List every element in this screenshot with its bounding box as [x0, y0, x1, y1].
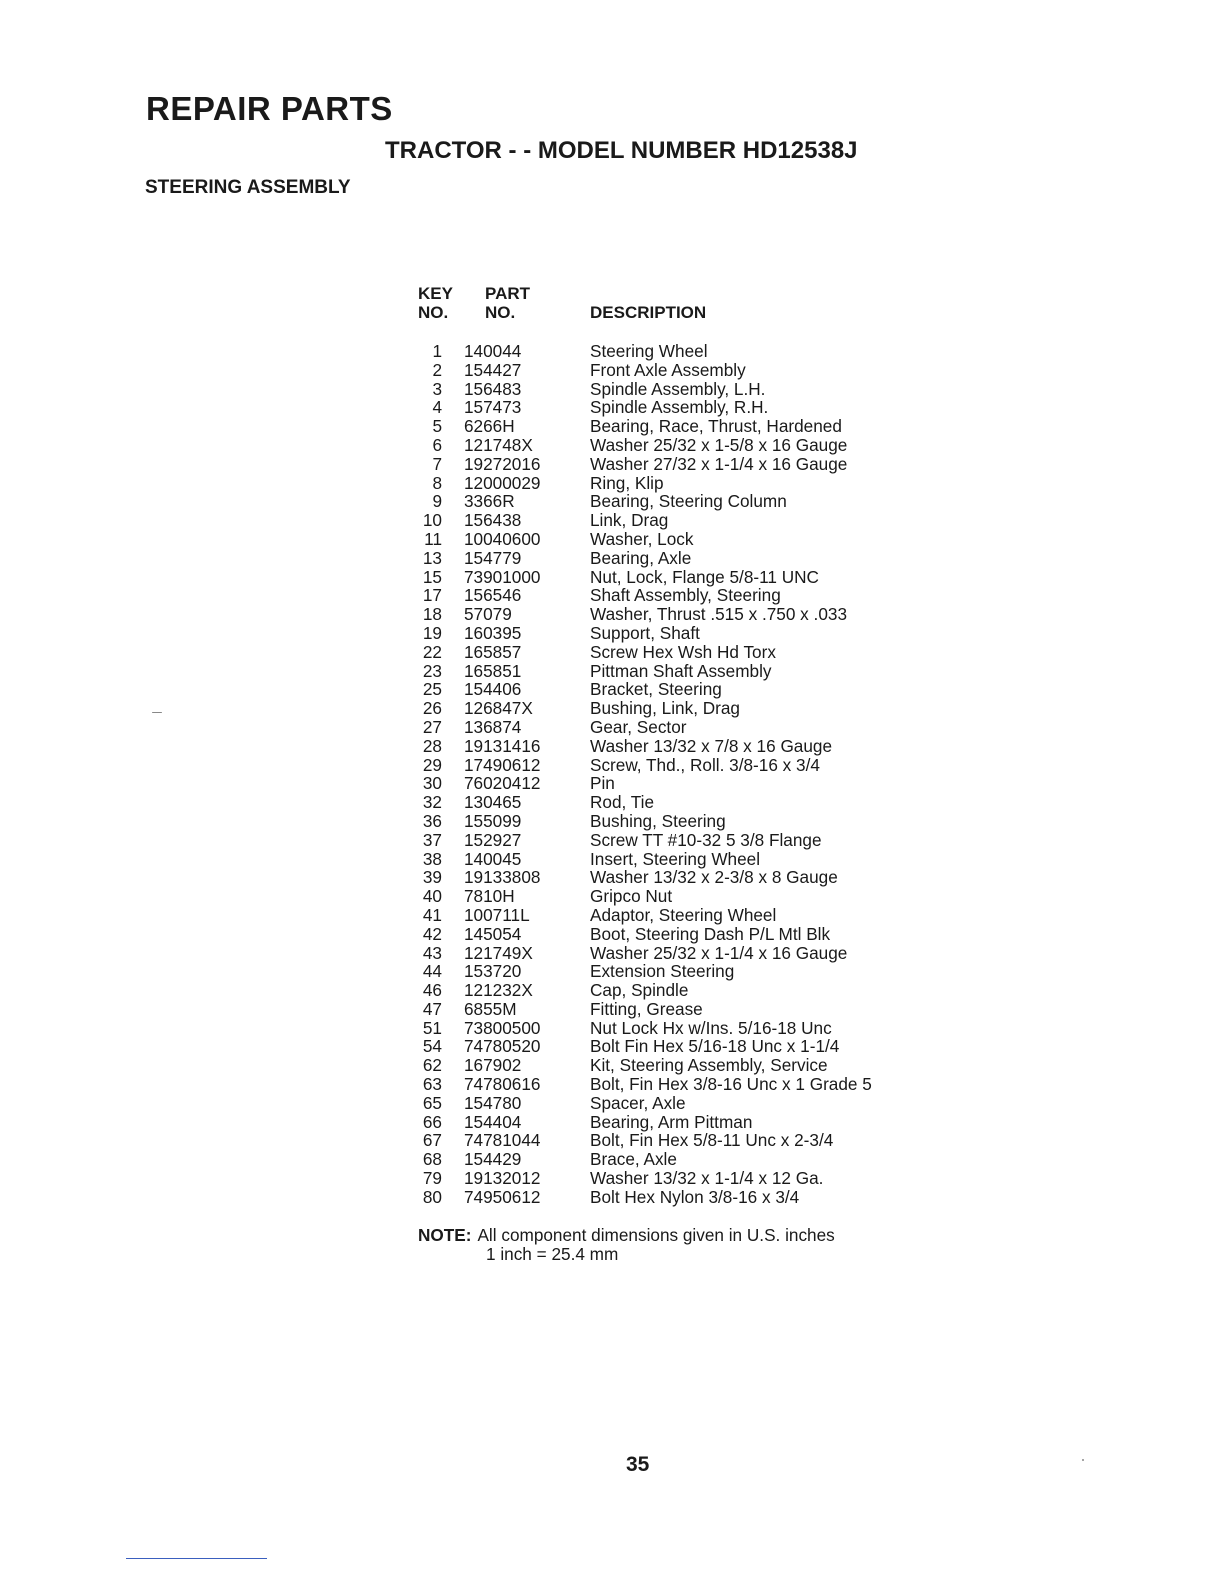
key-number: 46: [422, 980, 442, 1001]
part-number: 76020412: [464, 773, 541, 794]
part-number: 154427: [464, 359, 522, 380]
part-number: 140044: [464, 341, 522, 361]
part-description: Washer 27/32 x 1-1/4 x 16 Gauge: [590, 453, 848, 474]
key-number: 43: [422, 942, 442, 963]
part-number: 156438: [464, 510, 522, 531]
part-number: 6266H: [464, 416, 515, 437]
part-number: 17490612: [464, 754, 541, 775]
part-description: Bearing, Arm Pittman: [590, 1111, 753, 1132]
part-description: Washer 13/32 x 7/8 x 16 Gauge: [590, 735, 833, 756]
part-number: 126847X: [464, 698, 533, 719]
part-description: Washer 25/32 x 1-5/8 x 16 Gauge: [590, 434, 848, 455]
part-description: Nut, Lock, Flange 5/8-11 UNC: [590, 566, 819, 587]
part-number: 19133808: [464, 867, 541, 888]
part-number: 57079: [464, 604, 512, 625]
part-description: Bearing, Axle: [590, 547, 692, 568]
part-description: Screw Hex Wsh Hd Torx: [590, 641, 776, 662]
part-description: Spindle Assembly, R.H.: [590, 397, 769, 418]
part-number: 136874: [464, 716, 522, 737]
key-number: 23: [422, 660, 442, 681]
note-label: NOTE:: [418, 1225, 472, 1245]
part-description: Bushing, Steering: [590, 810, 726, 831]
part-number: 3366R: [464, 491, 515, 512]
key-number: 41: [422, 904, 442, 925]
part-number: 152927: [464, 829, 522, 850]
part-number: 121749X: [464, 942, 533, 963]
part-description: Ring, Klip: [590, 472, 664, 493]
part-description: Front Axle Assembly: [590, 359, 746, 380]
part-number: 12000029: [464, 472, 541, 493]
part-description: Washer, Thrust .515 x .750 x .033: [590, 604, 847, 625]
key-number: 32: [422, 792, 442, 813]
key-number: 39: [422, 867, 442, 888]
part-number: 6855M: [464, 998, 517, 1019]
part-description: Gear, Sector: [590, 716, 687, 737]
part-description: Spindle Assembly, L.H.: [590, 378, 766, 399]
part-number: 140045: [464, 848, 522, 869]
part-description: Gripco Nut: [590, 886, 673, 907]
scan-speck: [152, 712, 162, 713]
part-description: Fitting, Grease: [590, 998, 703, 1019]
part-number: 19272016: [464, 453, 541, 474]
part-number: 19131416: [464, 735, 541, 756]
key-number: 40: [422, 886, 442, 907]
key-header-line1: KEY: [418, 284, 453, 303]
key-number: 79: [422, 1168, 442, 1189]
key-number: 7: [432, 453, 442, 474]
key-number: 6: [432, 434, 442, 455]
part-header-line1: PART: [485, 284, 531, 303]
key-number: 3: [432, 378, 442, 399]
part-number: 165857: [464, 641, 522, 662]
key-number: 28: [422, 735, 442, 756]
key-number: 19: [422, 622, 442, 643]
page-title: REPAIR PARTS: [146, 90, 393, 127]
key-number: 80: [422, 1186, 442, 1207]
key-number: 13: [422, 547, 442, 568]
key-number: 27: [422, 716, 442, 737]
part-number: 156483: [464, 378, 522, 399]
key-number: 18: [422, 604, 442, 625]
part-description: Nut Lock Hx w/Ins. 5/16-18 Unc: [590, 1017, 832, 1038]
part-number: 74780520: [464, 1036, 541, 1057]
part-number: 100711L: [464, 904, 530, 925]
part-description: Bolt Fin Hex 5/16-18 Unc x 1-1/4: [590, 1036, 840, 1057]
key-number: 8: [432, 472, 442, 493]
section-title: STEERING ASSEMBLY: [145, 177, 351, 198]
key-number: 9: [432, 491, 442, 512]
part-description: Washer 13/32 x 2-3/8 x 8 Gauge: [590, 867, 838, 888]
part-number: 73901000: [464, 566, 541, 587]
part-description: Kit, Steering Assembly, Service: [590, 1055, 828, 1076]
part-description: Screw TT #10-32 5 3/8 Flange: [590, 829, 822, 850]
part-number: 157473: [464, 397, 522, 418]
key-number: 68: [422, 1149, 442, 1170]
part-number: 73800500: [464, 1017, 541, 1038]
part-description: Link, Drag: [590, 510, 669, 531]
part-no-header: [485, 284, 530, 322]
part-description: Cap, Spindle: [590, 980, 689, 1001]
scan-speck: [1082, 1459, 1084, 1461]
part-description: Support, Shaft: [590, 622, 700, 643]
part-description: Pin: [590, 773, 615, 794]
part-number: 130465: [464, 792, 522, 813]
part-description: Extension Steering: [590, 961, 735, 982]
model-title: TRACTOR - - MODEL NUMBER HD12538J: [385, 137, 858, 164]
part-number: 154780: [464, 1092, 522, 1113]
key-number: 54: [422, 1036, 442, 1057]
key-no-header: [418, 284, 453, 322]
part-description: Bolt Hex Nylon 3/8-16 x 3/4: [590, 1186, 800, 1207]
part-description: Washer 25/32 x 1-1/4 x 16 Gauge: [590, 942, 848, 963]
part-description: Shaft Assembly, Steering: [590, 585, 781, 606]
part-number: 74950612: [464, 1186, 541, 1207]
part-number: 153720: [464, 961, 522, 982]
key-number: 30: [422, 773, 442, 794]
part-description: Screw, Thd., Roll. 3/8-16 x 3/4: [590, 754, 820, 775]
note-line1: All component dimensions given in U.S. inches: [477, 1225, 835, 1245]
key-number: 15: [422, 566, 442, 587]
key-number: 37: [422, 829, 442, 850]
part-description: Bearing, Steering Column: [590, 491, 787, 512]
key-number: 22: [422, 641, 442, 662]
key-header-line2: NO.: [418, 303, 449, 322]
note: [418, 1226, 835, 1264]
note-line2: 1 inch = 25.4 mm: [486, 1244, 619, 1264]
part-number: 145054: [464, 923, 522, 944]
part-description: Insert, Steering Wheel: [590, 848, 761, 869]
part-number: 154779: [464, 547, 522, 568]
key-number: 1: [432, 341, 442, 361]
key-number: 26: [422, 698, 442, 719]
key-number: 47: [422, 998, 442, 1019]
part-description: Pittman Shaft Assembly: [590, 660, 772, 681]
key-number: 51: [422, 1017, 442, 1038]
key-number: 10: [422, 510, 442, 531]
part-description: Spacer, Axle: [590, 1092, 686, 1113]
part-number: 165851: [464, 660, 522, 681]
key-number: 67: [422, 1130, 442, 1151]
part-description: Rod, Tie: [590, 792, 655, 813]
key-number: 2: [432, 359, 442, 380]
part-number: 74780616: [464, 1074, 541, 1095]
key-number: 17: [422, 585, 442, 606]
part-description: Bracket, Steering: [590, 679, 722, 700]
part-description: Bolt, Fin Hex 5/8-11 Unc x 2-3/4: [590, 1130, 834, 1151]
key-number: 38: [422, 848, 442, 869]
key-number: 11: [424, 528, 442, 549]
part-number: 74781044: [464, 1130, 541, 1151]
key-number: 42: [422, 923, 442, 944]
key-number: 63: [422, 1074, 442, 1095]
part-number: 121748X: [464, 434, 533, 455]
part-number: 155099: [464, 810, 522, 831]
key-number: 29: [422, 754, 442, 775]
key-number: 62: [422, 1055, 442, 1076]
part-description: Washer, Lock: [590, 528, 694, 549]
part-header-line2: NO.: [485, 303, 516, 322]
part-description: Bolt, Fin Hex 3/8-16 Unc x 1 Grade 5: [590, 1074, 872, 1095]
key-number: 5: [432, 416, 442, 437]
part-description: Bearing, Race, Thrust, Hardened: [590, 416, 842, 437]
part-description: Washer 13/32 x 1-1/4 x 12 Ga.: [590, 1168, 824, 1189]
part-description: Bushing, Link, Drag: [590, 698, 740, 719]
part-description: Steering Wheel: [590, 341, 708, 361]
part-number: 160395: [464, 622, 522, 643]
description-header: DESCRIPTION: [590, 303, 707, 322]
part-number: 154404: [464, 1111, 522, 1132]
key-number: 66: [422, 1111, 442, 1132]
part-description: Brace, Axle: [590, 1149, 677, 1170]
key-number: 36: [422, 810, 442, 831]
part-number: 156546: [464, 585, 522, 606]
part-number: 121232X: [464, 980, 533, 1001]
footer-rule: [126, 1558, 267, 1559]
page-number: 35: [626, 1453, 650, 1476]
key-number: 4: [432, 397, 442, 418]
key-number: 44: [422, 961, 442, 982]
part-description: Adaptor, Steering Wheel: [590, 904, 777, 925]
part-description: Boot, Steering Dash P/L Mtl Blk: [590, 923, 831, 944]
part-number: 154406: [464, 679, 522, 700]
part-number: 167902: [464, 1055, 522, 1076]
part-number: 19132012: [464, 1168, 541, 1189]
part-number: 7810H: [464, 886, 515, 907]
part-number: 154429: [464, 1149, 522, 1170]
key-number: 25: [422, 679, 442, 700]
part-number: 10040600: [464, 528, 541, 549]
key-number: 65: [422, 1092, 442, 1113]
